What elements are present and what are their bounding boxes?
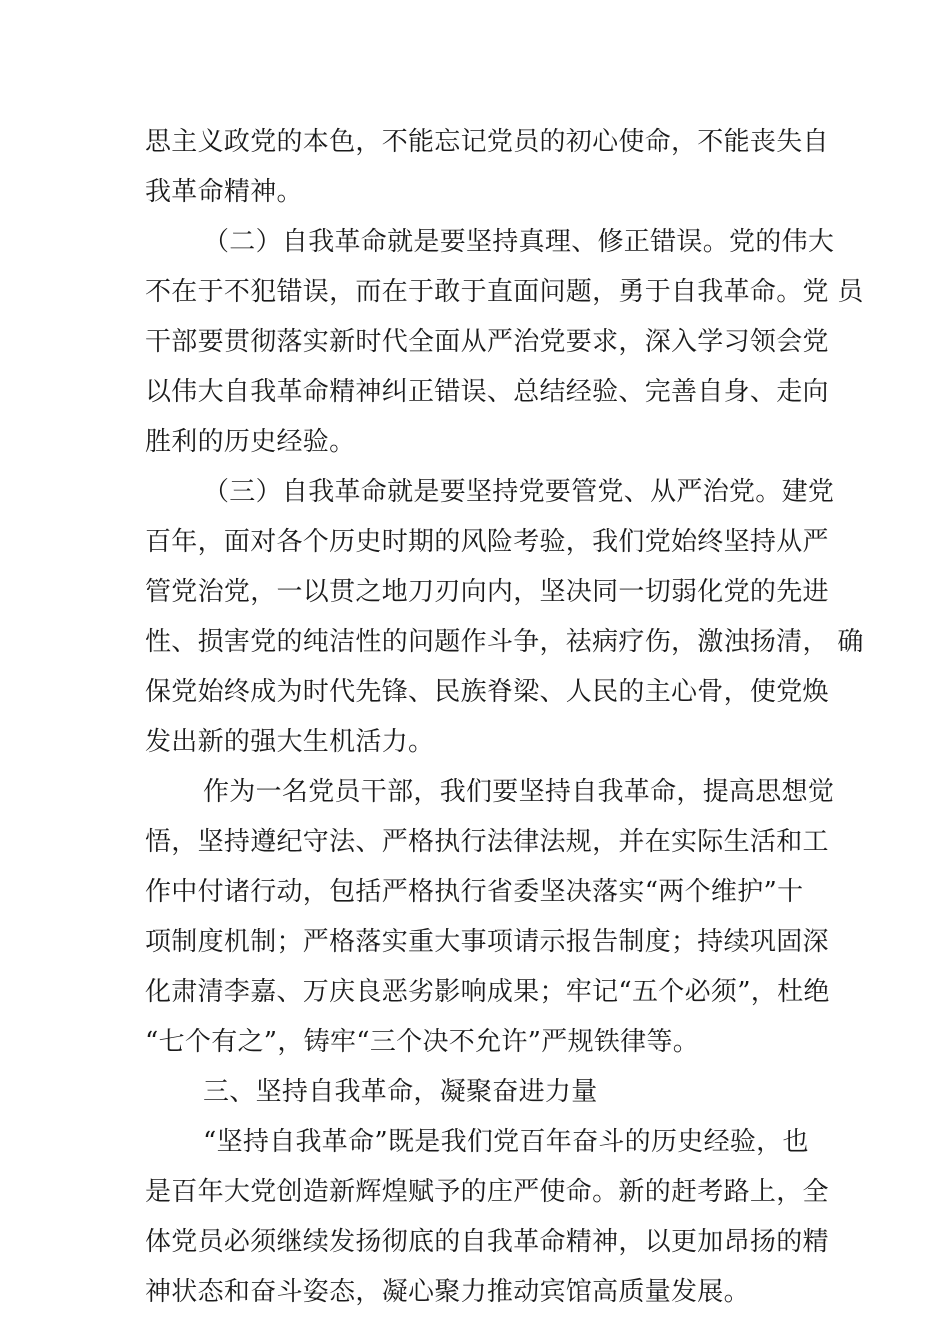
text-line: 性、损害党的纯洁性的问题作斗争，祛病疗伤，激浊扬清， 确 — [145, 627, 864, 657]
text-line: 悟，坚持遵纪守法、严格执行法律法规，并在实际生活和工 — [145, 827, 829, 857]
text-line: 化肃清李嘉、万庆良恶劣影响成果；牢记“五个必须”，杜绝 — [145, 977, 830, 1007]
paragraph-start-line: 作为一名党员干部，我们要坚持自我革命，提高思想觉 — [203, 777, 835, 807]
text-line: 我革命精神。 — [145, 177, 303, 207]
text-line: 胜利的历史经验。 — [145, 427, 356, 457]
section-heading: 三、坚持自我革命，凝聚奋进力量 — [203, 1077, 598, 1107]
text-line: 以伟大自我革命精神纠正错误、总结经验、完善自身、走向 — [145, 377, 829, 407]
text-line: 体党员必须继续发扬彻底的自我革命精神，以更加昂扬的精 — [145, 1227, 829, 1257]
text-line: 思主义政党的本色，不能忘记党员的初心使命，不能丧失自 — [145, 127, 829, 157]
paragraph-start-line: （三）自我革命就是要坚持党要管党、从严治党。建党 — [203, 477, 835, 507]
text-line: 干部要贯彻落实新时代全面从严治党要求，深入学习领会党 — [145, 327, 829, 357]
document-body — [145, 117, 864, 1317]
text-line: “七个有之”，铸牢“三个决不允许”严规铁律等。 — [145, 1027, 700, 1057]
text-line: 管党治党，一以贯之地刀刃向内，坚决同一切弱化党的先进 — [145, 577, 829, 607]
text-line: 发出新的强大生机活力。 — [145, 727, 435, 757]
text-line: 作中付诸行动，包括严格执行省委坚决落实“两个维护”十 — [145, 877, 804, 907]
paragraph-start-line: “坚持自我革命”既是我们党百年奋斗的历史经验，也 — [203, 1127, 809, 1157]
text-line: 神状态和奋斗姿态，凝心聚力推动宾馆高质量发展。 — [145, 1277, 750, 1307]
text-line: 不在于不犯错误，而在于敢于直面问题，勇于自我革命。党 员 — [145, 277, 864, 307]
text-line: 项制度机制；严格落实重大事项请示报告制度；持续巩固深 — [145, 927, 829, 957]
text-line: 百年，面对各个历史时期的风险考验，我们党始终坚持从严 — [145, 527, 829, 557]
text-line: 保党始终成为时代先锋、民族脊梁、人民的主心骨，使党焕 — [145, 677, 829, 707]
text-line: 是百年大党创造新辉煌赋予的庄严使命。新的赶考路上，全 — [145, 1177, 829, 1207]
paragraph-start-line: （二）自我革命就是要坚持真理、修正错误。党的伟大 — [203, 227, 835, 257]
